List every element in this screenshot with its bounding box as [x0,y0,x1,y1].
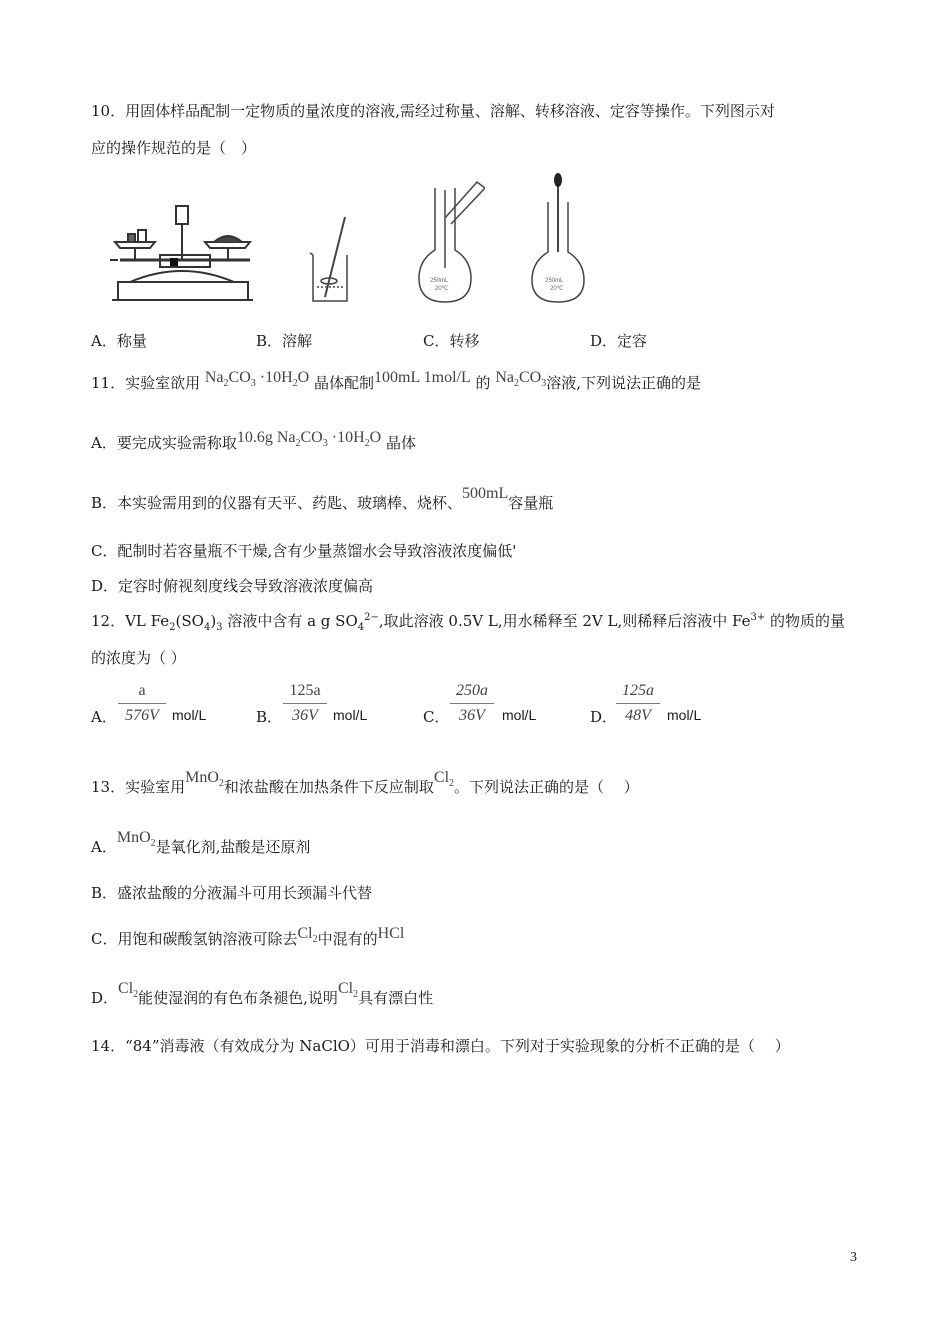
page-number: 3 [850,1250,857,1265]
q11-formula-solution: $Na_2CO_3$ [495,369,547,390]
q10-option-d: D．定容 [590,332,648,350]
q12-option-b-fraction: 125a 36V [283,682,327,725]
q13-formula-mno2: MnO$_2$ [185,769,224,790]
q11-a-formula: $Na_2CO_3 \cdot 10H_2O$ [276,429,382,450]
volumetric-flask-dropper-icon [528,172,588,306]
q12-option-d-unit: mol/L [667,707,702,723]
q10-option-c: C．转移 [423,332,480,350]
q13-c-formula-hcl: HCl [377,925,405,942]
q10-stem-line1: 10．用固体样品配制一定物质的量浓度的溶液,需经过称量、溶解、转移溶液、定容等操作。下列图示对 [91,102,775,120]
flask-label-volume: 250mL [430,278,449,284]
q13-d-formula: $Cl_2$ [118,980,139,1001]
q12-option-d-label: D． [590,708,618,726]
q12-stem-line2: 的浓度为（ ） [91,649,186,667]
q11-formula-crystal: $Na_2CO_3 \cdot 10H_2O$ [204,369,310,390]
q12-option-a-unit: mol/L [172,707,207,723]
beaker-stirring-icon [305,215,355,305]
q12-option-d-fraction: 125a 48V [616,682,660,725]
volumetric-flask-pouring-icon [415,178,485,306]
q12-option-a-fraction: a 576V [118,682,166,725]
q12-option-c-unit: mol/L [502,707,537,723]
q11-option-b: B．本实验需用到的仪器有天平、药匙、玻璃棒、烧杯、500mL容量瓶 [91,485,554,512]
q12-option-c-label: C． [423,708,450,726]
flask-label-temp: 20℃ [435,286,449,292]
flask-label-volume-2: 250mL [545,278,564,284]
q13-formula-cl2: $Cl_2$ [433,769,455,790]
q13-stem: 13．实验室用MnO$_2$和浓盐酸在加热条件下反应制取$Cl_2$。下列说法正确的是（ ） [91,769,639,796]
q10-option-a: A．称量 [91,332,147,350]
balance-scale-icon [110,200,255,305]
q11-option-a: A．要完成实验需称取10.6g $Na_2CO_3 \cdot 10H_2O$ 晶体 [91,429,416,452]
q11-b-volume: 500mL [462,485,509,502]
q12-option-b-label: B． [256,708,283,726]
q13-option-a: A．MnO$_2$是氧化剂,盐酸是还原剂 [91,829,311,856]
flask-label-temp-2: 20℃ [550,286,564,292]
q10-option-b: B．溶解 [256,332,313,350]
q13-option-d: D．$Cl_2$能使湿润的有色布条褪色,说明$Cl_2$具有漂白性 [91,980,434,1007]
q11-a-mass: 10.6g [236,429,277,446]
q12-option-b-unit: mol/L [333,707,368,723]
q12-option-c-fraction: 250a 36V [450,682,494,725]
q11-option-c: C．配制时若容量瓶不干燥,含有少量蒸馏水会导致溶液浓度偏低' [91,542,517,560]
q10-stem-line2: 应的操作规范的是（ ） [91,139,257,157]
q12-option-a-label: A． [91,708,117,726]
q13-d-formula-2: $Cl_2$ [337,980,359,1001]
q14-stem: 14．“84”消毒液（有效成分为 NaClO）可用于消毒和漂白。下列对于实验现象的分析不正确的是（ ） [91,1037,790,1055]
q13-option-c: C．用饱和碳酸氢钠溶液可除去$Cl_2$中混有的HCl [91,925,405,948]
q11-concentration: 100mL 1mol/L [374,369,471,386]
q13-a-formula: MnO$_2$ [116,829,156,850]
q13-c-formula: $Cl_2$ [297,925,318,946]
q13-option-b: B．盛浓盐酸的分液漏斗可用长颈漏斗代替 [91,884,373,902]
q12-stem-line1: 12．VL $Fe_2(SO_4)_3$ 溶液中含有 a g $SO_4^{2-}$,取此溶液 0.5V L,用水稀释至 2V L,则稀释后溶液中 $Fe^{3+}$ 的物质的量 [91,612,846,633]
q11-option-d: D．定容时俯视刻度线会导致溶液浓度偏高 [91,577,374,595]
q11-stem: 11．实验室欲用 $Na_2CO_3 \cdot 10H_2O$ 晶体配制100mL 1mol/L 的 $Na_2CO_3$溶液,下列说法正确的是 [91,369,701,392]
